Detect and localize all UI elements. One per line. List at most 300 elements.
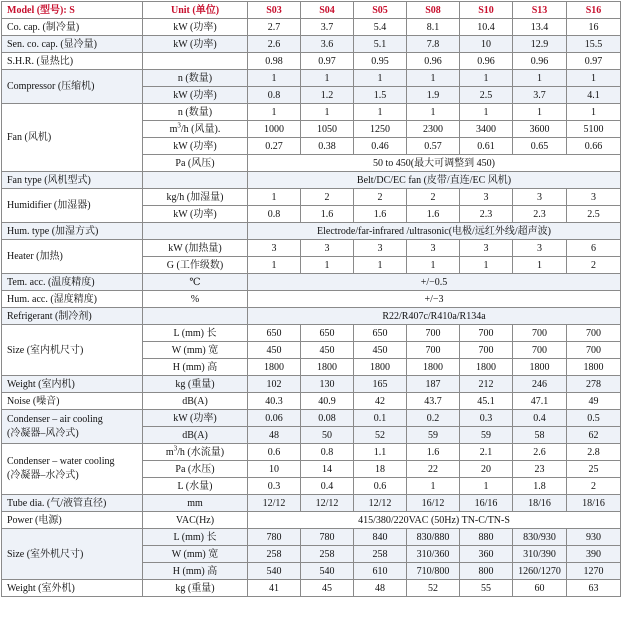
value-cell: 2.5 <box>567 206 621 223</box>
value-cell: 2.3 <box>513 206 567 223</box>
spanning-value: Electrode/far-infrared /ultrasonic(电极/远红外线/超声波) <box>248 223 621 240</box>
unit-cell: L (mm) 长 <box>143 529 248 546</box>
unit-cell: $m^3/h$ (风量). <box>143 121 248 138</box>
value-cell: 1 <box>248 257 301 274</box>
value-cell: 450 <box>301 342 354 359</box>
value-cell: 2.8 <box>567 444 621 461</box>
table-row <box>2 529 621 546</box>
spec-table-body <box>2 2 621 597</box>
value-cell: 700 <box>513 325 567 342</box>
table-row <box>2 495 621 512</box>
table-row <box>2 223 621 240</box>
header-model-s04: S04 <box>301 2 354 19</box>
row-label-text: Hum. acc. (湿度精度) <box>7 293 97 305</box>
value-cell: 3.6 <box>301 36 354 53</box>
value-cell: 880 <box>460 529 513 546</box>
value-cell: 258 <box>354 546 407 563</box>
value-cell: 59 <box>460 427 513 444</box>
value-cell: 1.6 <box>407 444 460 461</box>
value-cell: 1800 <box>301 359 354 376</box>
unit-cell: H (mm) 高 <box>143 359 248 376</box>
header-model-s16: S16 <box>567 2 621 19</box>
value-cell: 0.06 <box>248 410 301 427</box>
value-cell: 3 <box>460 189 513 206</box>
value-cell: 0.6 <box>248 444 301 461</box>
value-cell: 1 <box>567 104 621 121</box>
value-cell: 13.4 <box>513 19 567 36</box>
header-model-s10: S10 <box>460 2 513 19</box>
value-cell: 3 <box>354 240 407 257</box>
value-cell: 700 <box>460 342 513 359</box>
table-row <box>2 291 621 308</box>
row-label-text: Heater (加热) <box>7 251 63 262</box>
value-cell: 0.2 <box>407 410 460 427</box>
value-cell: 3 <box>567 189 621 206</box>
header-row <box>2 2 621 19</box>
table-row <box>2 104 621 121</box>
value-cell: 0.57 <box>407 138 460 155</box>
unit-cell: kW (功率) <box>143 87 248 104</box>
value-cell: 650 <box>301 325 354 342</box>
spanning-value: +/−3 <box>248 291 621 308</box>
unit-cell: n (数量) <box>143 70 248 87</box>
value-cell: 22 <box>407 461 460 478</box>
value-cell: 1 <box>407 478 460 495</box>
table-row <box>2 580 621 597</box>
value-cell: 2.5 <box>460 87 513 104</box>
value-cell: 700 <box>460 325 513 342</box>
value-cell: 130 <box>301 376 354 393</box>
value-cell: 10 <box>248 461 301 478</box>
value-cell: 2 <box>301 189 354 206</box>
value-cell: 102 <box>248 376 301 393</box>
table-row <box>2 393 621 410</box>
value-cell: 278 <box>567 376 621 393</box>
value-cell: 0.38 <box>301 138 354 155</box>
value-cell: 3 <box>301 240 354 257</box>
value-cell: 0.1 <box>354 410 407 427</box>
value-cell: 700 <box>407 342 460 359</box>
value-cell: 450 <box>248 342 301 359</box>
value-cell: 0.46 <box>354 138 407 155</box>
row-label <box>2 444 143 495</box>
unit-cell: W (mm) 宽 <box>143 342 248 359</box>
row-label-text: Size (室内机尺寸) <box>7 344 84 356</box>
header-model-s03: S03 <box>248 2 301 19</box>
table-row <box>2 240 621 257</box>
value-cell: 1 <box>513 257 567 274</box>
row-label <box>2 529 143 580</box>
row-label-text: Compressor (压缩机) <box>7 81 95 92</box>
row-label-text: Tem. acc. (温度精度) <box>7 276 95 288</box>
value-cell: 59 <box>407 427 460 444</box>
value-cell: 5.1 <box>354 36 407 53</box>
value-cell: 1 <box>301 104 354 121</box>
table-row <box>2 189 621 206</box>
value-cell: 1250 <box>354 121 407 138</box>
unit-cell <box>143 172 248 189</box>
value-cell: 700 <box>567 342 621 359</box>
value-cell: 840 <box>354 529 407 546</box>
value-cell: 3400 <box>460 121 513 138</box>
table-row <box>2 444 621 461</box>
value-cell: 1000 <box>248 121 301 138</box>
value-cell: 10 <box>460 36 513 53</box>
value-cell: 1 <box>301 70 354 87</box>
value-cell: 1 <box>567 70 621 87</box>
row-label <box>2 376 143 393</box>
value-cell: 1800 <box>567 359 621 376</box>
row-label <box>2 308 143 325</box>
table-row <box>2 308 621 325</box>
value-cell: 830/930 <box>513 529 567 546</box>
value-cell: 25 <box>567 461 621 478</box>
value-cell: 2.7 <box>248 19 301 36</box>
value-cell: 0.95 <box>354 53 407 70</box>
value-cell: 1 <box>248 189 301 206</box>
value-cell: 1.6 <box>354 206 407 223</box>
value-cell: 0.8 <box>301 444 354 461</box>
unit-cell: W (mm) 宽 <box>143 546 248 563</box>
value-cell: 23 <box>513 461 567 478</box>
value-cell: 1 <box>301 257 354 274</box>
table-row <box>2 19 621 36</box>
unit-cell: H (mm) 高 <box>143 563 248 580</box>
row-label-text-cn: (冷凝器–风冷式) <box>7 427 79 439</box>
table-row <box>2 70 621 87</box>
table-row <box>2 36 621 53</box>
unit-cell: Pa (水压) <box>143 461 248 478</box>
header-model-s13: S13 <box>513 2 567 19</box>
table-row <box>2 274 621 291</box>
value-cell: 1 <box>407 70 460 87</box>
value-cell: 780 <box>248 529 301 546</box>
value-cell: 18 <box>354 461 407 478</box>
value-cell: 3.7 <box>513 87 567 104</box>
value-cell: 45.1 <box>460 393 513 410</box>
unit-cell: L (水量) <box>143 478 248 495</box>
row-label-text: Refrigerant (制冷剂) <box>7 310 92 322</box>
unit-cell: kg/h (加湿量) <box>143 189 248 206</box>
row-label-text: Tube dia. (气/液管直径) <box>7 497 107 509</box>
value-cell: 58 <box>513 427 567 444</box>
value-cell: 16/12 <box>407 495 460 512</box>
row-label <box>2 512 143 529</box>
row-label-text: Power (电源) <box>7 514 62 526</box>
unit-cell <box>143 223 248 240</box>
value-cell: 650 <box>354 325 407 342</box>
row-label <box>2 580 143 597</box>
row-label <box>2 325 143 376</box>
value-cell: 390 <box>567 546 621 563</box>
row-label-text: Co. cap. (制冷量) <box>7 21 80 33</box>
value-cell: 3 <box>513 189 567 206</box>
row-label-text: Condenser – air cooling <box>7 413 103 425</box>
row-label <box>2 172 143 189</box>
value-cell: 2.6 <box>248 36 301 53</box>
row-label <box>2 495 143 512</box>
value-cell: 780 <box>301 529 354 546</box>
value-cell: 0.61 <box>460 138 513 155</box>
value-cell: 246 <box>513 376 567 393</box>
unit-cell: L (mm) 长 <box>143 325 248 342</box>
row-label-text: Noise (噪音) <box>7 395 60 407</box>
value-cell: 0.4 <box>513 410 567 427</box>
value-cell: 48 <box>248 427 301 444</box>
value-cell: 540 <box>301 563 354 580</box>
value-cell: 2300 <box>407 121 460 138</box>
spec-table <box>1 1 621 597</box>
value-cell: 1.8 <box>513 478 567 495</box>
value-cell: 1 <box>460 257 513 274</box>
value-cell: 42 <box>354 393 407 410</box>
value-cell: 41 <box>248 580 301 597</box>
value-cell: 0.8 <box>248 206 301 223</box>
value-cell: 0.98 <box>248 53 301 70</box>
value-cell: 650 <box>248 325 301 342</box>
value-cell: 6 <box>567 240 621 257</box>
value-cell: 1 <box>354 70 407 87</box>
value-cell: 2 <box>354 189 407 206</box>
value-cell: 3 <box>248 240 301 257</box>
unit-cell: mm <box>143 495 248 512</box>
value-cell: 0.4 <box>301 478 354 495</box>
value-cell: 540 <box>248 563 301 580</box>
value-cell: 3 <box>460 240 513 257</box>
value-cell: 360 <box>460 546 513 563</box>
value-cell: 0.27 <box>248 138 301 155</box>
value-cell: 55 <box>460 580 513 597</box>
value-cell: 18/16 <box>567 495 621 512</box>
unit-cell: dB(A) <box>143 393 248 410</box>
value-cell: 2 <box>407 189 460 206</box>
value-cell: 1.9 <box>407 87 460 104</box>
value-cell: 7.8 <box>407 36 460 53</box>
value-cell: 12/12 <box>354 495 407 512</box>
value-cell: 1800 <box>460 359 513 376</box>
row-label-text: Weight (室内机) <box>7 378 75 390</box>
value-cell: 1.6 <box>301 206 354 223</box>
value-cell: 5.4 <box>354 19 407 36</box>
value-cell: 15.5 <box>567 36 621 53</box>
value-cell: 1 <box>248 70 301 87</box>
value-cell: 20 <box>460 461 513 478</box>
table-row <box>2 512 621 529</box>
unit-cell: kg (重量) <box>143 580 248 597</box>
value-cell: 1 <box>354 257 407 274</box>
row-label-text: Sen. co. cap. (显冷量) <box>7 38 97 50</box>
spanning-value: +/−0.5 <box>248 274 621 291</box>
unit-cell: n (数量) <box>143 104 248 121</box>
value-cell: 187 <box>407 376 460 393</box>
unit-cell <box>143 308 248 325</box>
row-label-text: S.H.R. (显热比) <box>7 55 74 67</box>
value-cell: 1 <box>248 104 301 121</box>
row-label <box>2 19 143 36</box>
row-label <box>2 70 143 104</box>
value-cell: 52 <box>407 580 460 597</box>
value-cell: 610 <box>354 563 407 580</box>
header-model: Model (型号): S <box>2 2 143 19</box>
value-cell: 700 <box>567 325 621 342</box>
spanning-value: Belt/DC/EC fan (皮带/直连/EC 风机) <box>248 172 621 189</box>
value-cell: 1.2 <box>301 87 354 104</box>
row-label <box>2 223 143 240</box>
value-cell: 3600 <box>513 121 567 138</box>
value-cell: 258 <box>248 546 301 563</box>
value-cell: 0.3 <box>248 478 301 495</box>
value-cell: 700 <box>513 342 567 359</box>
unit-cell: G (工作级数) <box>143 257 248 274</box>
unit-cell: $m^3/h$ (水流量) <box>143 444 248 461</box>
value-cell: 2.3 <box>460 206 513 223</box>
value-cell: 12/12 <box>248 495 301 512</box>
value-cell: 1 <box>460 478 513 495</box>
value-cell: 165 <box>354 376 407 393</box>
value-cell: 830/880 <box>407 529 460 546</box>
value-cell: 0.97 <box>301 53 354 70</box>
value-cell: 63 <box>567 580 621 597</box>
table-row <box>2 53 621 70</box>
unit-cell: kW (加热量) <box>143 240 248 257</box>
value-cell: 310/390 <box>513 546 567 563</box>
value-cell: 2 <box>567 257 621 274</box>
table-row <box>2 410 621 427</box>
value-cell: 40.9 <box>301 393 354 410</box>
value-cell: 16/16 <box>460 495 513 512</box>
value-cell: 1 <box>460 70 513 87</box>
row-label-text: Weight (室外机) <box>7 582 75 594</box>
value-cell: 0.08 <box>301 410 354 427</box>
value-cell: 0.8 <box>248 87 301 104</box>
value-cell: 710/800 <box>407 563 460 580</box>
value-cell: 2 <box>567 478 621 495</box>
value-cell: 258 <box>301 546 354 563</box>
row-label-text: Fan type (风机型式) <box>7 174 91 186</box>
unit-cell: Pa (风压) <box>143 155 248 172</box>
row-label <box>2 240 143 274</box>
value-cell: 1.5 <box>354 87 407 104</box>
value-cell: 5100 <box>567 121 621 138</box>
value-cell: 3 <box>513 240 567 257</box>
value-cell: 45 <box>301 580 354 597</box>
row-label <box>2 393 143 410</box>
spanning-value: R22/R407c/R410a/R134a <box>248 308 621 325</box>
unit-cell: kW (功率) <box>143 138 248 155</box>
unit-cell: % <box>143 291 248 308</box>
value-cell: 0.3 <box>460 410 513 427</box>
row-label <box>2 189 143 223</box>
unit-cell: VAC(Hz) <box>143 512 248 529</box>
value-cell: 12.9 <box>513 36 567 53</box>
value-cell: 0.96 <box>407 53 460 70</box>
value-cell: 0.97 <box>567 53 621 70</box>
row-label-text: Hum. type (加湿方式) <box>7 225 99 237</box>
value-cell: 52 <box>354 427 407 444</box>
value-cell: 2.1 <box>460 444 513 461</box>
value-cell: 1.6 <box>407 206 460 223</box>
unit-text-rest: /h (风量). <box>180 123 221 135</box>
value-cell: 1 <box>513 70 567 87</box>
value-cell: 1 <box>513 104 567 121</box>
row-label <box>2 104 143 172</box>
unit-cell: kg (重量) <box>143 376 248 393</box>
unit-cell <box>143 53 248 70</box>
row-label <box>2 291 143 308</box>
value-cell: 1 <box>354 104 407 121</box>
unit-cell: kW (功率) <box>143 206 248 223</box>
value-cell: 0.96 <box>460 53 513 70</box>
value-cell: 310/360 <box>407 546 460 563</box>
unit-cell: kW (功率) <box>143 36 248 53</box>
value-cell: 800 <box>460 563 513 580</box>
table-row <box>2 325 621 342</box>
value-cell: 50 <box>301 427 354 444</box>
value-cell: 1 <box>460 104 513 121</box>
value-cell: 1.1 <box>354 444 407 461</box>
unit-text-rest: /h (水流量) <box>177 446 225 458</box>
value-cell: 0.66 <box>567 138 621 155</box>
row-label-text: Humidifier (加湿器) <box>7 200 91 211</box>
row-label <box>2 36 143 53</box>
value-cell: 1260/1270 <box>513 563 567 580</box>
spanning-value: 50 to 450(最大可调整到 450) <box>248 155 621 172</box>
value-cell: 0.5 <box>567 410 621 427</box>
table-row <box>2 172 621 189</box>
row-label <box>2 53 143 70</box>
value-cell: 8.1 <box>407 19 460 36</box>
value-cell: 10.4 <box>460 19 513 36</box>
header-model-s05: S05 <box>354 2 407 19</box>
value-cell: 1800 <box>248 359 301 376</box>
value-cell: 0.65 <box>513 138 567 155</box>
value-cell: 4.1 <box>567 87 621 104</box>
row-label <box>2 410 143 444</box>
value-cell: 212 <box>460 376 513 393</box>
value-cell: 62 <box>567 427 621 444</box>
value-cell: 1800 <box>354 359 407 376</box>
row-label-text: Fan (风机) <box>7 132 52 143</box>
value-cell: 40.3 <box>248 393 301 410</box>
unit-cell: dB(A) <box>143 427 248 444</box>
value-cell: 16 <box>567 19 621 36</box>
value-cell: 3 <box>407 240 460 257</box>
value-cell: 18/16 <box>513 495 567 512</box>
value-cell: 47.1 <box>513 393 567 410</box>
row-label-text: Condenser – water cooling <box>7 456 115 467</box>
value-cell: 0.96 <box>513 53 567 70</box>
value-cell: 1050 <box>301 121 354 138</box>
value-cell: 48 <box>354 580 407 597</box>
row-label <box>2 274 143 291</box>
spanning-value: 415/380/220VAC (50Hz) TN-C/TN-S <box>248 512 621 529</box>
value-cell: 1 <box>407 104 460 121</box>
value-cell: 3.7 <box>301 19 354 36</box>
value-cell: 450 <box>354 342 407 359</box>
value-cell: 0.6 <box>354 478 407 495</box>
value-cell: 14 <box>301 461 354 478</box>
unit-cell: kW (功率) <box>143 19 248 36</box>
unit-cell: kW (功率) <box>143 410 248 427</box>
table-row <box>2 376 621 393</box>
header-model-s08: S08 <box>407 2 460 19</box>
value-cell: 60 <box>513 580 567 597</box>
value-cell: 43.7 <box>407 393 460 410</box>
value-cell: 700 <box>407 325 460 342</box>
value-cell: 1 <box>407 257 460 274</box>
value-cell: 1800 <box>513 359 567 376</box>
value-cell: 930 <box>567 529 621 546</box>
